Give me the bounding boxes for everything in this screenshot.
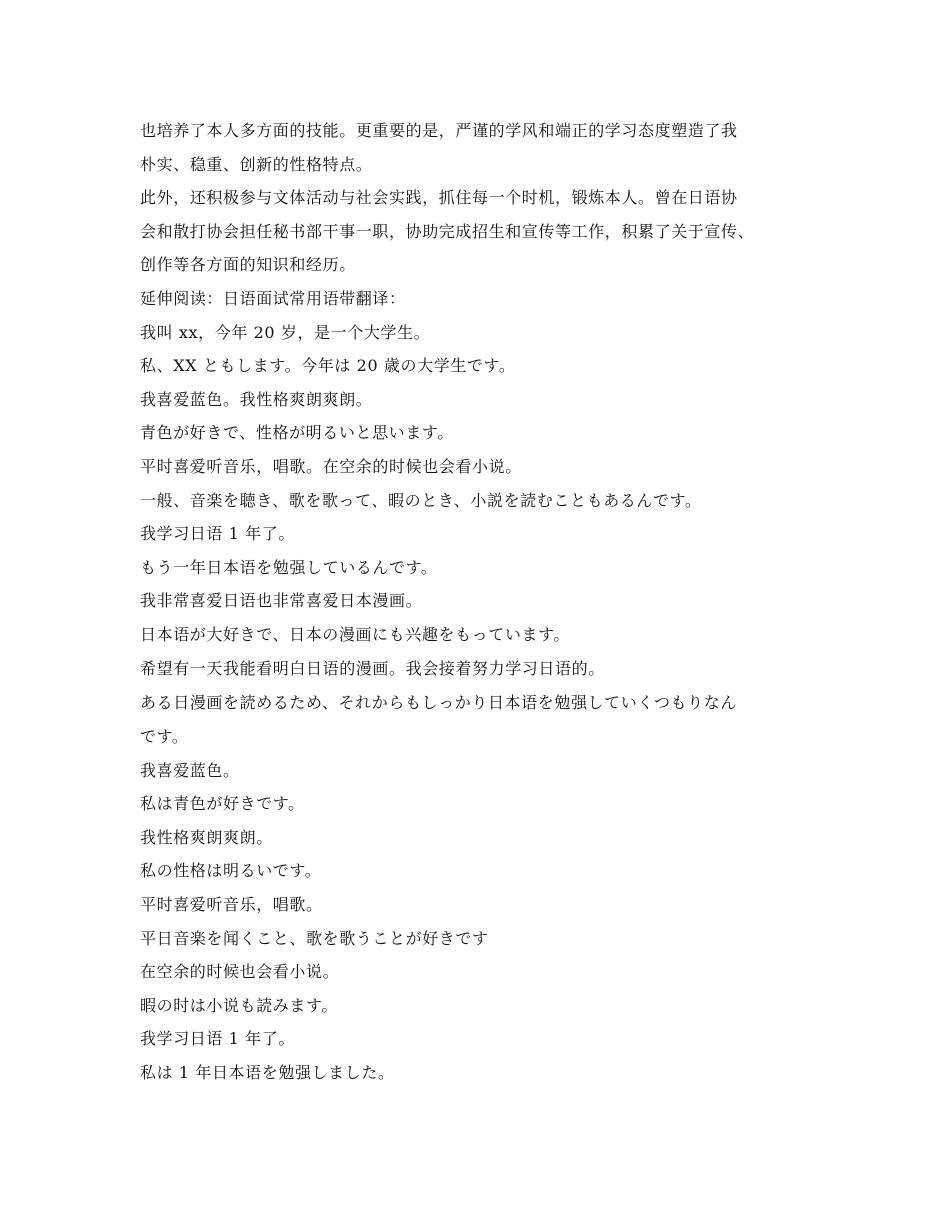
text-line: 一般、音楽を聴き、歌を歌って、暇のとき、小説を読むこともあるんです。 bbox=[140, 490, 702, 510]
text-line: ある日漫画を読めるため、それからもしっかり日本语を勉强していくつもりなん bbox=[140, 693, 737, 713]
text-line: 平日音楽を闻くこと、歌を歌うことが好きです bbox=[140, 928, 489, 948]
text-line: 我学习日语 1 年了。 bbox=[140, 524, 295, 544]
text-line: 也培养了本人多方面的技能。更重要的是，严谨的学风和端正的学习态度塑造了我 bbox=[140, 121, 738, 140]
text-line: 私、XX ともします。今年は 20 歳の大学生です。 bbox=[140, 356, 516, 376]
text-line: です。 bbox=[140, 727, 189, 747]
text-line: 会和散打协会担任秘书部干事一职，协助完成招生和宣传等工作，积累了关于宣传、 bbox=[140, 221, 755, 241]
text-line: 私は青色が好きです。 bbox=[140, 794, 305, 814]
text-line: 暇の时は小说も読みます。 bbox=[140, 995, 338, 1015]
document-body bbox=[140, 114, 820, 1090]
text-line: 我性格爽朗爽朗。 bbox=[140, 827, 273, 847]
text-line: 平时喜爱听音乐，唱歌。 bbox=[140, 895, 323, 915]
text-line: 平时喜爱听音乐，唱歌。在空余的时候也会看小说。 bbox=[140, 456, 522, 476]
text-line: 我非常喜爱日语也非常喜爱日本漫画。 bbox=[140, 591, 423, 611]
text-line: 我学习日语 1 年了。 bbox=[140, 1029, 295, 1049]
text-line: 此外，还积极参与文体活动与社会实践，抓住每一个时机，锻炼本人。曾在日语协 bbox=[140, 188, 738, 208]
text-line: もう一年日本语を勉强しているんです。 bbox=[140, 557, 438, 577]
text-line: 私は 1 年日本语を勉强しました。 bbox=[140, 1063, 395, 1083]
text-line: 希望有一天我能看明白日语的漫画。我会接着努力学习日语的。 bbox=[140, 658, 605, 678]
text-line: 我喜爱蓝色。 bbox=[140, 760, 240, 780]
text-line: 创作等各方面的知识和经历。 bbox=[140, 255, 356, 275]
text-line: 日本语が大好きで、日本の漫画にも兴趣をもっています。 bbox=[140, 624, 571, 644]
text-line: 我叫 xx，今年 20 岁，是一个大学生。 bbox=[140, 322, 431, 342]
text-line: 青色が好きで、性格が明るいと思います。 bbox=[140, 423, 454, 443]
text-line: 私の性格は明るいです。 bbox=[140, 861, 322, 881]
text-line: 延伸阅读：日语面试常用语带翻译： bbox=[140, 288, 406, 308]
text-line: 朴实、稳重、创新的性格特点。 bbox=[140, 154, 373, 174]
text-line: 我喜爱蓝色。我性格爽朗爽朗。 bbox=[140, 389, 373, 409]
text-line: 在空余的时候也会看小说。 bbox=[140, 962, 340, 982]
